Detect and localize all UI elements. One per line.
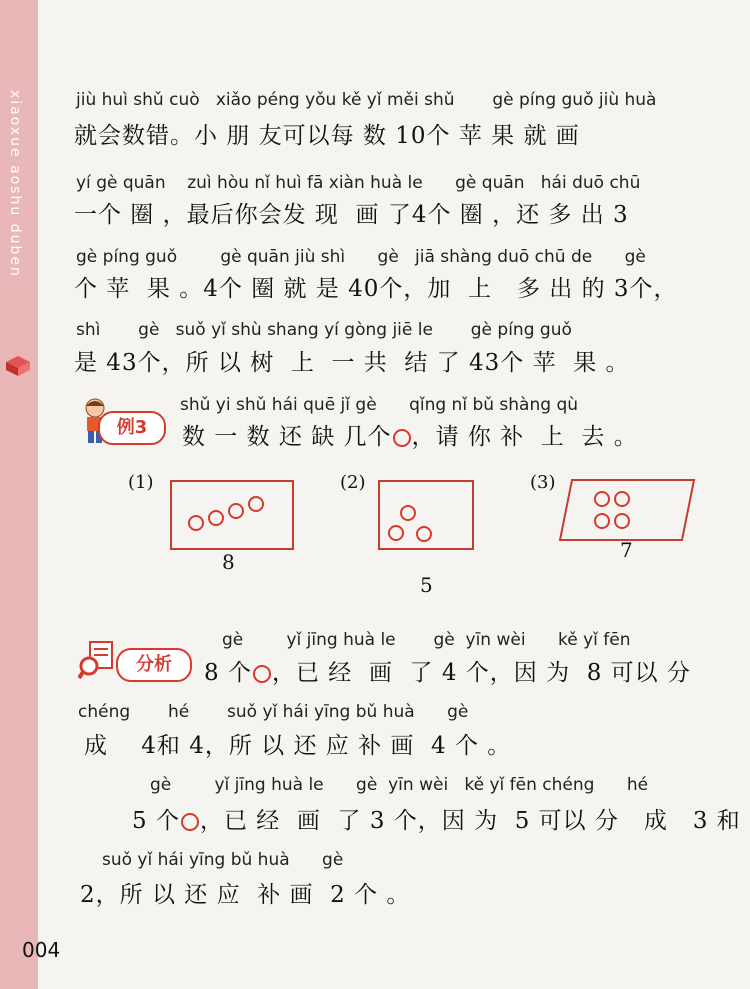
side-tab-text: xiaoxue aoshu duben <box>7 90 23 278</box>
circle-icon <box>188 515 204 531</box>
analysis-line <box>204 654 691 687</box>
text-segment: ，请 你 补 上 去 。 <box>411 424 638 450</box>
figure-number: 7 <box>620 538 633 562</box>
circle-icon <box>248 496 264 512</box>
text-segment: 5 个 <box>132 808 180 834</box>
figure-label: (1) <box>128 472 154 493</box>
book-icon <box>4 352 32 378</box>
circle-icon <box>594 491 610 507</box>
circle-icon <box>594 513 610 529</box>
analysis-line <box>132 802 741 835</box>
text-line: 是 43个，所 以 树 上 一 共 结 了 43个 苹 果 。 <box>74 350 630 376</box>
circle-icon <box>614 513 630 529</box>
pinyin-line: gè píng guǒ gè quān jiù shì gè jiā shàng duō chū de gè <box>76 247 646 267</box>
analysis-badge: 分析 <box>116 648 192 682</box>
figure-number: 5 <box>420 573 433 597</box>
circle-icon <box>181 813 199 831</box>
side-tab <box>0 0 38 989</box>
figure-number: 8 <box>222 550 235 574</box>
text-line: 一个 圈 ，最后你会发 现 画 了4个 圈 ，还 多 出 3 <box>74 202 629 228</box>
circle-icon <box>208 510 224 526</box>
circle-icon <box>228 503 244 519</box>
pinyin-line: jiù huì shǔ cuò xiǎo péng yǒu kě yǐ měi shǔ gè píng guǒ jiù huà <box>76 90 657 110</box>
text-segment: ，已 经 画 了 4 个，因 为 8 可以 分 <box>271 660 691 686</box>
pinyin-line: chéng hé suǒ yǐ hái yīng bǔ huà gè <box>78 702 469 722</box>
page-number: 004 <box>22 938 61 962</box>
circle-icon <box>393 429 411 447</box>
text-line: 个 苹 果 。4个 圈 就 是 40个，加 上 多 出 的 3个， <box>74 276 678 302</box>
circle-icon <box>253 665 271 683</box>
pinyin-line: yí gè quān zuì hòu nǐ huì fā xiàn huà le gè quān hái duō chū <box>76 173 641 193</box>
text-line: 2，所 以 还 应 补 画 2 个 。 <box>80 882 411 908</box>
text-line: 成 4和 4，所 以 还 应 补 画 4 个 。 <box>84 733 512 759</box>
text-line: 就会数错。小 朋 友可以每 数 10个 苹 果 就 画 <box>74 123 580 149</box>
pinyin-line: gè yǐ jīng huà le gè yīn wèi kě yǐ fēn chéng hé <box>150 775 649 795</box>
example-badge: 例3 <box>98 411 166 445</box>
circle-icon <box>416 526 432 542</box>
circle-icon <box>388 525 404 541</box>
magnifier-book-icon <box>78 640 118 682</box>
figure-parallelogram <box>558 478 698 542</box>
text-segment: 数 一 数 还 缺 几个 <box>182 424 392 450</box>
pinyin-line: shì gè suǒ yǐ shù shang yí gòng jiē le gè píng guǒ <box>76 320 572 340</box>
pinyin-line: shǔ yi shǔ hái quē jǐ gè qǐng nǐ bǔ shàng qù <box>180 395 579 415</box>
pinyin-line: suǒ yǐ hái yīng bǔ huà gè <box>102 850 344 870</box>
figure-label: (2) <box>340 472 366 493</box>
text-segment: ，已 经 画 了 3 个，因 为 5 可以 分 成 3 和 <box>199 808 741 834</box>
text-segment: 8 个 <box>204 660 252 686</box>
example-question <box>182 418 638 451</box>
circle-icon <box>614 491 630 507</box>
circle-icon <box>400 505 416 521</box>
figure-label: (3) <box>530 472 556 493</box>
pinyin-line: gè yǐ jīng huà le gè yīn wèi kě yǐ fēn <box>222 630 631 650</box>
